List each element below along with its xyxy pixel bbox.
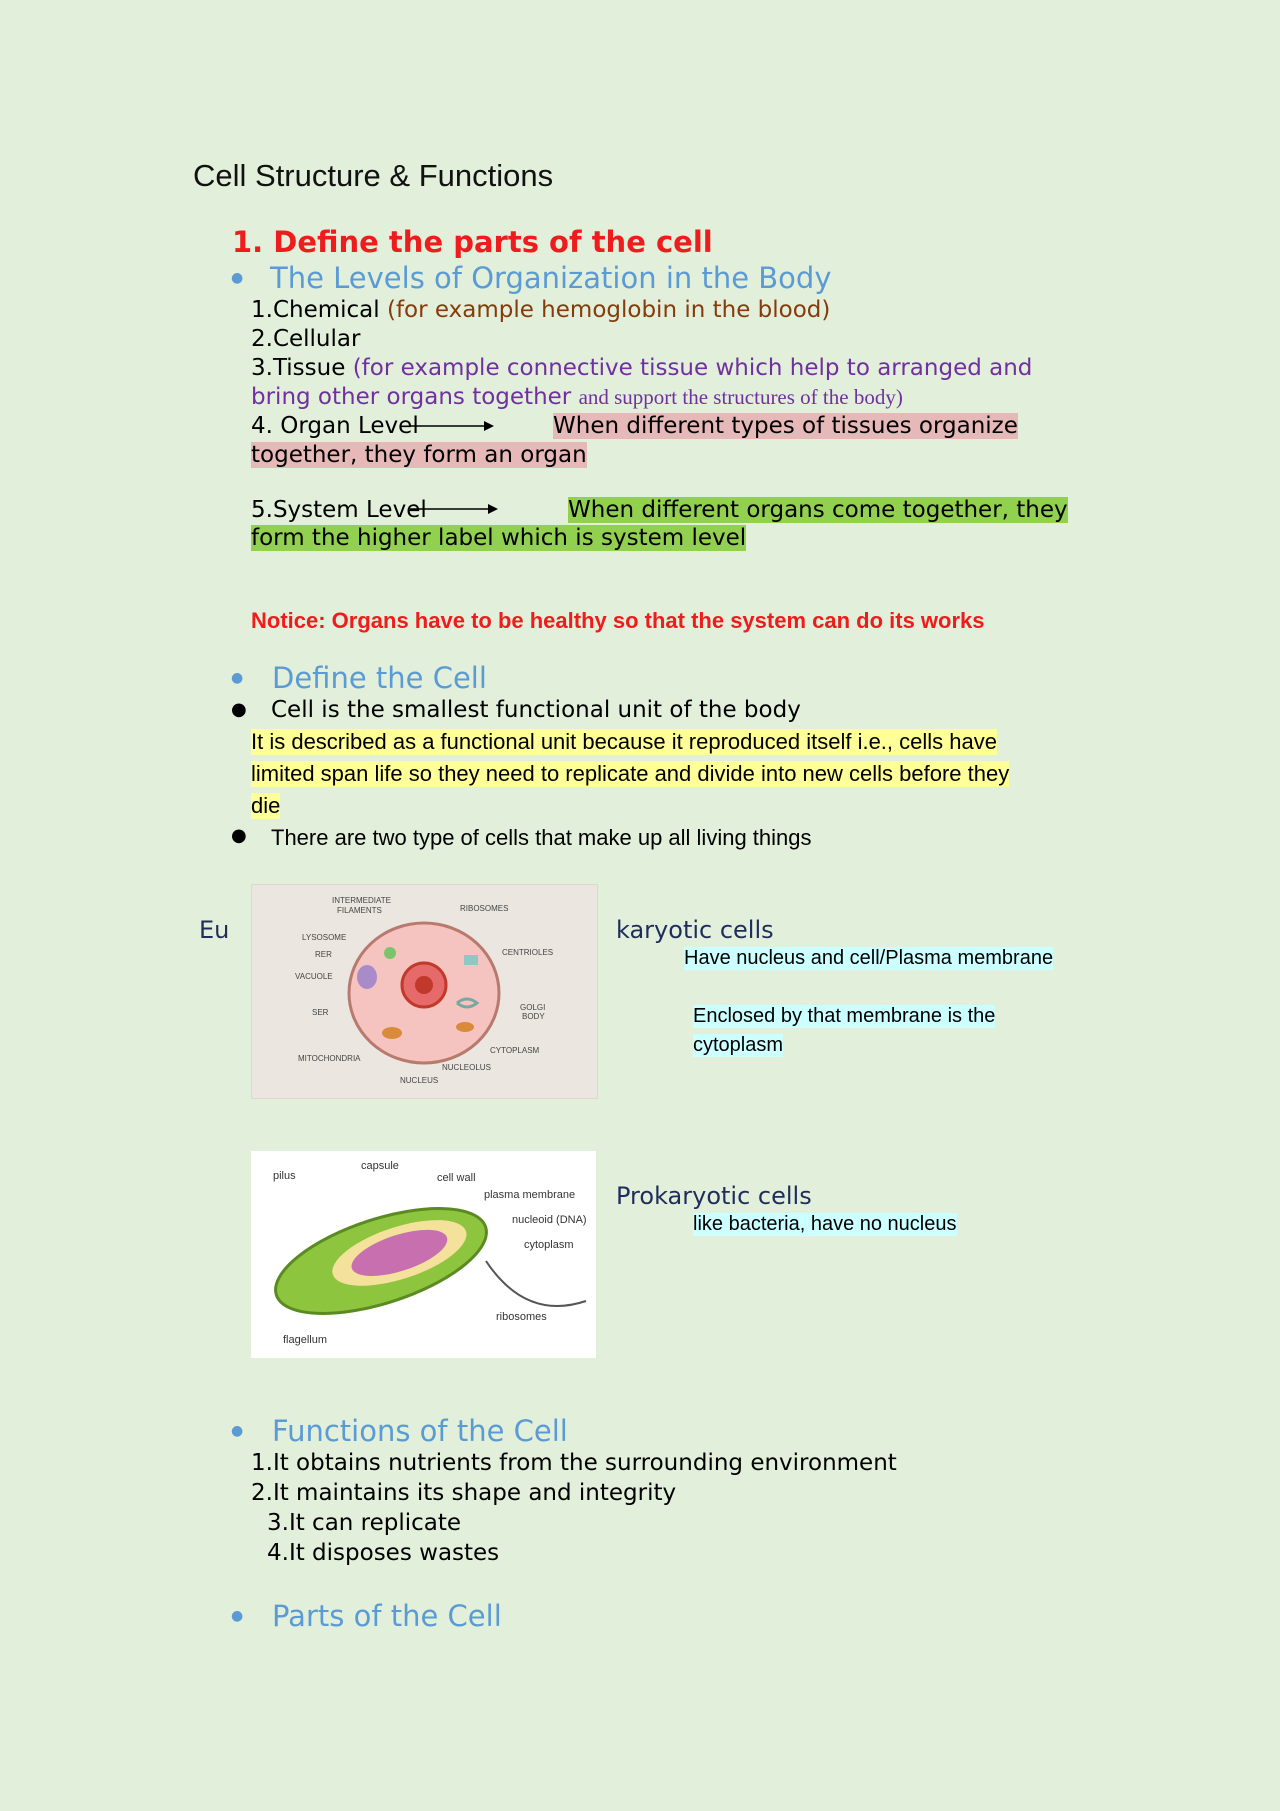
define-cell-heading: Define the Cell <box>272 661 487 695</box>
notice-text: Notice: Organs have to be healthy so that the system can do its works <box>251 608 985 633</box>
figure-label: cytoplasm <box>524 1239 574 1251</box>
prokaryotic-note: like bacteria, have no nucleus <box>693 1213 957 1235</box>
figure-label: NUCLEUS <box>400 1076 439 1085</box>
eukaryotic-cell-figure <box>251 884 598 1099</box>
figure-label: FILAMENTS <box>337 906 382 915</box>
animal-cell-illustration <box>252 885 597 1098</box>
system-desc-2: form the higher label which is system level <box>251 525 747 551</box>
bacteria-cell-illustration <box>251 1151 596 1358</box>
bullet-icon: ● <box>231 1423 244 1439</box>
bullet-icon: ● <box>231 270 244 286</box>
section-heading: 1. Define the parts of the cell <box>232 225 713 259</box>
arrow-right-icon <box>410 416 494 436</box>
figure-label: NUCLEOLUS <box>442 1063 491 1072</box>
figure-label: BODY <box>522 1012 545 1021</box>
figure-label: CYTOPLASM <box>490 1046 540 1055</box>
level-organ: 4. Organ Level <box>251 413 419 439</box>
figure-label: cell wall <box>437 1172 476 1184</box>
functions-heading: Functions of the Cell <box>272 1414 568 1448</box>
define-cell-para-3: die <box>251 793 281 818</box>
figure-label: flagellum <box>283 1334 328 1346</box>
bullet-icon: ● <box>231 825 247 846</box>
define-cell-bullet-1: Cell is the smallest functional unit of the body <box>271 697 801 723</box>
figure-label: nucleoid (DNA) <box>512 1214 587 1226</box>
define-cell-para-2: limited span life so they need to replicate and divide into new cells before they <box>251 761 1010 786</box>
figure-label: GOLGI <box>520 1003 546 1012</box>
prokaryotic-cell-figure <box>251 1151 596 1358</box>
organ-desc-2: together, they form an organ <box>251 442 587 468</box>
system-desc-1: When different organs come together, they <box>568 497 1068 523</box>
figure-label: VACUOLE <box>295 972 333 981</box>
function-item: 3.It can replicate <box>267 1510 462 1536</box>
figure-label: SER <box>312 1008 329 1017</box>
page-title: Cell Structure & Functions <box>193 158 554 193</box>
figure-label: INTERMEDIATE <box>332 896 391 905</box>
figure-label: MITOCHONDRIA <box>298 1054 361 1063</box>
eukaryotic-prefix: Eu <box>199 916 230 944</box>
function-item: 2.It maintains its shape and integrity <box>251 1480 677 1506</box>
organ-desc-1: When different types of tissues organize <box>553 413 1018 439</box>
prokaryotic-label: Prokaryotic cells <box>616 1182 812 1210</box>
eukaryotic-label: karyotic cells <box>616 916 774 944</box>
eukaryotic-note-2b: cytoplasm <box>693 1034 784 1056</box>
eukaryotic-note-2a: Enclosed by that membrane is the <box>693 1005 996 1027</box>
define-cell-para-1: It is described as a functional unit because it reproduced itself i.e., cells have <box>251 729 997 754</box>
figure-label: capsule <box>361 1160 399 1172</box>
figure-label: ribosomes <box>496 1311 547 1323</box>
bullet-icon: ● <box>231 699 247 720</box>
figure-label: LYSOSOME <box>302 933 347 942</box>
figure-label: CENTRIOLES <box>502 948 554 957</box>
arrow-right-icon <box>410 499 498 519</box>
bullet-icon: ● <box>231 1608 244 1624</box>
define-cell-bullet-2: There are two type of cells that make up all living things <box>271 825 812 850</box>
figure-label: RER <box>315 950 332 959</box>
function-item: 1.It obtains nutrients from the surrounding environment <box>251 1450 897 1476</box>
parts-heading: Parts of the Cell <box>272 1599 502 1633</box>
bullet-icon: ● <box>231 670 244 686</box>
function-item: 4.It disposes wastes <box>267 1540 500 1566</box>
level-tissue-cont: bring other organs together and support the structures of the body) <box>251 384 903 410</box>
eukaryotic-note-1: Have nucleus and cell/Plasma membrane <box>684 947 1054 969</box>
level-system: 5.System Level <box>251 497 427 523</box>
figure-label: plasma membrane <box>484 1189 576 1201</box>
figure-label: RIBOSOMES <box>460 904 509 913</box>
levels-heading: The Levels of Organization in the Body <box>270 261 832 295</box>
level-cellular: 2.Cellular <box>251 326 361 352</box>
level-tissue: 3.Tissue (for example connective tissue which help to arranged and <box>251 355 1033 381</box>
figure-label: pilus <box>273 1170 296 1182</box>
level-chemical: 1.Chemical (for example hemoglobin in the blood) <box>251 297 831 323</box>
